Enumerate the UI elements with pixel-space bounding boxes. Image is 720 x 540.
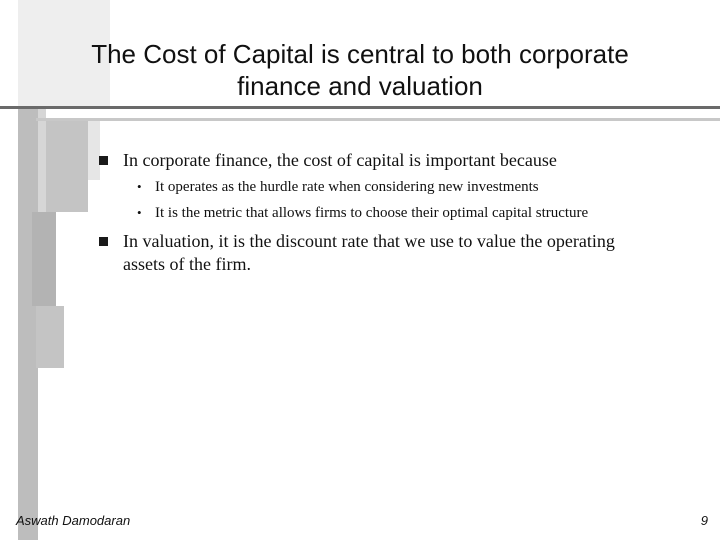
- sub-bullet-marker-1: •: [137, 179, 142, 194]
- bullet-text-2-line-1: In valuation, it is the discount rate that we use to value the operating: [123, 231, 615, 251]
- sub-bullet-marker-2: •: [137, 205, 142, 220]
- bullet-marker-2: [99, 237, 108, 246]
- slide-title-line-2: finance and valuation: [237, 71, 483, 101]
- footer-author: Aswath Damodaran: [16, 513, 131, 528]
- decor-bar-panel-2: [46, 120, 88, 212]
- decor-bar-panel-3: [32, 212, 56, 306]
- bullet-text-1: In corporate finance, the cost of capital is important because: [123, 150, 557, 170]
- bullet-text-2: [123, 230, 693, 276]
- bullet-text-2-line-2: assets of the firm.: [123, 254, 251, 274]
- title-divider: [0, 106, 720, 109]
- sub-bullet-text-2: It is the metric that allows firms to choose their optimal capital structure: [155, 205, 589, 221]
- slide-title-line-1: The Cost of Capital is central to both corporate: [91, 39, 629, 69]
- sub-bullet-text-1: It operates as the hurdle rate when considering new investments: [155, 179, 539, 195]
- slide-title: [40, 38, 680, 102]
- title-divider-shadow: [36, 118, 720, 121]
- page-number: 9: [700, 513, 708, 528]
- decor-bar-left-long: [18, 108, 38, 540]
- decor-bar-panel-4: [36, 306, 64, 368]
- decor-bar-inner-light: [88, 120, 100, 180]
- bullet-marker-1: [99, 156, 108, 165]
